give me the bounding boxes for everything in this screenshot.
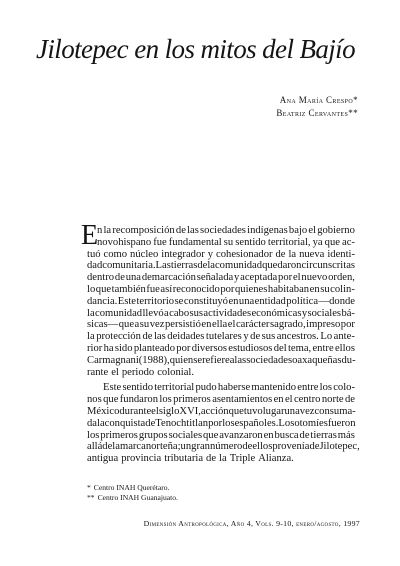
author-block: [276, 94, 358, 120]
text-line: los primeros grupos sociales que avanzaron en busca de tierras más: [87, 429, 355, 441]
paragraph: [87, 382, 360, 465]
text-line: la protección de las deidades tutelares y de sus ancestros. Lo ante-: [87, 331, 355, 343]
text-line: México durante el siglo XVI, acción que tuvo lugar una vez consuma-: [87, 405, 356, 417]
text-line: da la conquista de Tenochtitlan por los españoles. Los otomíes fueron: [87, 417, 356, 429]
text-line: n la recomposición de las sociedades indígenas bajo el gobierno: [97, 225, 355, 236]
text-line: rante el periodo colonial.: [87, 366, 194, 378]
text-line: novohispano fue fundamental su sentido territorial, ya que ac-: [97, 236, 355, 248]
text-line: allá de la marca norteña; un gran número de ellos provenía de Jilotepec,: [87, 441, 360, 453]
footnote-text: Centro INAH Guanajuato.: [97, 492, 178, 502]
text-line: nos que fundaron los primeros asentamientos en el centro norte de: [87, 394, 355, 406]
paragraph: [87, 225, 355, 378]
footnote-mark: *: [87, 482, 91, 492]
text-line: sicas— que a su vez persistió en ella el carácter sagrado, impreso por: [87, 319, 355, 331]
footnote-mark: **: [87, 492, 95, 502]
footnotes: [87, 483, 178, 503]
text-line: la comunidad llevó a cabo sus actividades económicas y sociales bá-: [87, 307, 355, 319]
text-line: tuó como núcleo integrador y cohesionador de la nueva identi-: [87, 248, 355, 260]
drop-cap: E: [81, 220, 99, 251]
running-footer: Dimensión Antropológica, Año 4, Vols. 9-10, enero/agosto, 1997: [143, 518, 360, 528]
author-name: Beatriz Cervantes**: [276, 108, 358, 118]
text-line: dancia. Este territorio se constituyó en una entidad política —donde: [87, 295, 355, 307]
article-body: [81, 220, 360, 465]
text-line: lo que también fue así reconocido por quienes habitaban en su colin-: [87, 283, 355, 295]
article-title: Jilotepec en los mitos del Bajío: [36, 34, 355, 64]
footnote-text: Centro INAH Querétaro.: [93, 482, 170, 492]
text-line: Este sentido territorial pudo haberse mantenido entre los colo-: [103, 382, 355, 394]
text-line: rior ha sido planteado por diversos estudiosos del tema, entre ellos: [87, 342, 355, 354]
author-name: Ana María Crespo*: [279, 95, 358, 105]
footnote: [87, 483, 178, 493]
text-line: dad comunitaria. Las tierras de la comunidad quedaron circunscritas: [87, 260, 356, 272]
text-line: Carmagnani (1988), quien se refiere a las sociedades oaxaqueñas du-: [87, 354, 356, 366]
text-line: dentro de una demarcación señalada y aceptada por el nuevo orden,: [87, 272, 355, 284]
footnote: [87, 493, 178, 503]
text-line: antigua provincia tributaria de la Triple Alianza.: [87, 453, 294, 465]
